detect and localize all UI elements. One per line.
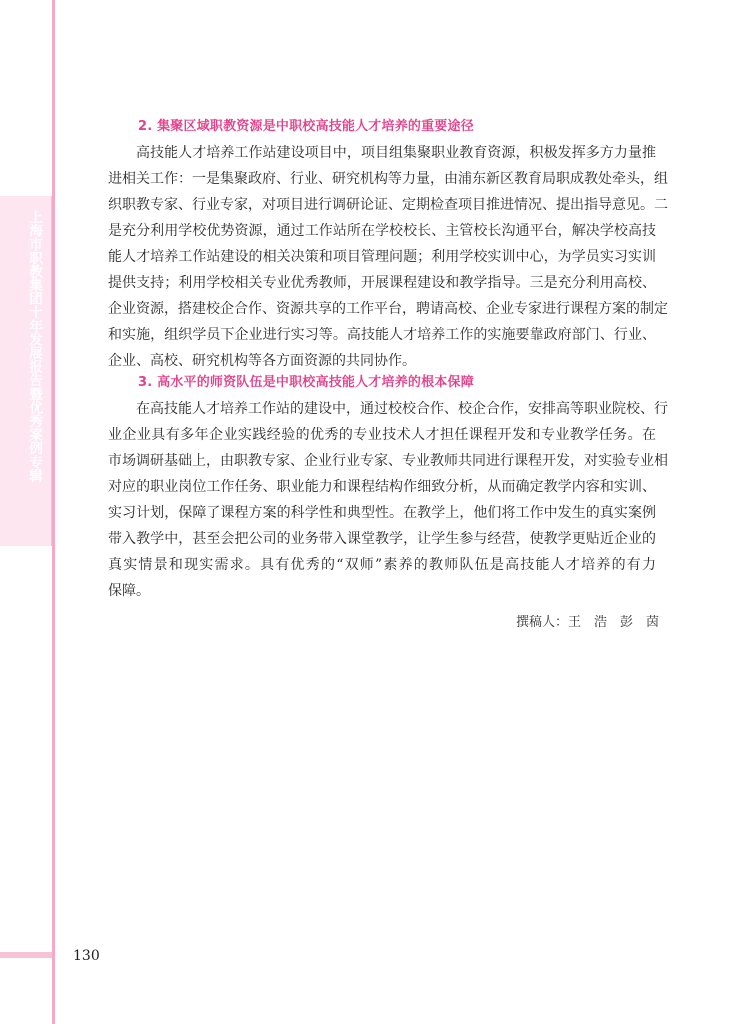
- section-2-heading: 2. 集聚区域职教资源是中职校高技能人才培养的重要途径: [138, 119, 474, 134]
- page-number: 130: [73, 948, 100, 964]
- paragraph-line: 业企业具有多年企业实践经验的优秀的专业技术人才担任课程开发和专业教学任务。在: [108, 427, 656, 443]
- paragraph-line: 能人才培养工作站建设的相关决策和项目管理问题；利用学校实训中心，为学员实习实训: [108, 249, 656, 265]
- paragraph-line: 实习计划，保障了课程方案的科学性和典型性。在教学上，他们将工作中发生的真实案例: [108, 505, 656, 521]
- paragraph-line: 和实施，组织学员下企业进行实习等。高技能人才培养工作的实施要靠政府部门、行业、: [108, 327, 656, 343]
- section-2-paragraph: [108, 140, 668, 374]
- paragraph-line: 企业、高校、研究机构等各方面资源的共同协作。: [108, 353, 416, 369]
- paragraph-line: 高技能人才培养工作站建设项目中，项目组集聚职业教育资源，积极发挥多方力量推: [136, 145, 656, 161]
- paragraph-line: 进相关工作：一是集聚政府、行业、研究机构等力量，由浦东新区教育局职成教处牵头，组: [108, 171, 668, 187]
- section-3-heading: 3. 高水平的师资队伍是中职校高技能人才培养的根本保障: [138, 375, 474, 390]
- paragraph-line: 对应的职业岗位工作任务、职业能力和课程结构作细致分析，从而确定教学内容和实训、: [108, 479, 656, 495]
- left-margin-rule: [52, 0, 55, 1024]
- paragraph-line: 企业资源，搭建校企合作、资源共享的工作平台，聘请高校、企业专家进行课程方案的制定: [108, 301, 668, 317]
- series-title: 上海市职教集团十年发展报告暨优秀案例专辑: [26, 210, 42, 482]
- paragraph-line: 带入教学中，甚至会把公司的业务带入课堂教学，让学生参与经营，使教学更贴近企业的: [108, 531, 656, 547]
- paragraph-line: 提供支持；利用学校相关专业优秀教师，开展课程建设和教学指导。三是充分利用高校、: [108, 275, 656, 291]
- bottom-accent-band: [0, 952, 52, 958]
- paragraph-line: 市场调研基础上，由职教专家、企业行业专家、专业教师共同进行课程开发，对实验专业相: [108, 453, 668, 469]
- paragraph-line: 保障。: [108, 583, 150, 599]
- author-credit: 撰稿人：王 浩 彭 茵: [516, 615, 660, 630]
- paragraph-line: 是充分利用学校优势资源，通过工作站所在学校校长、主管校长沟通平台，解决学校高技: [108, 223, 656, 239]
- paragraph-line: 真实情景和现实需求。具有优秀的“双师”素养的教师队伍是高技能人才培养的有力: [108, 557, 656, 573]
- section-3-paragraph: [108, 396, 668, 604]
- paragraph-line: 在高技能人才培养工作站的建设中，通过校校合作、校企合作，安排高等职业院校、行: [136, 401, 668, 417]
- paragraph-line: 织职教专家、行业专家，对项目进行调研论证、定期检查项目推进情况、提出指导意见。二: [108, 197, 668, 213]
